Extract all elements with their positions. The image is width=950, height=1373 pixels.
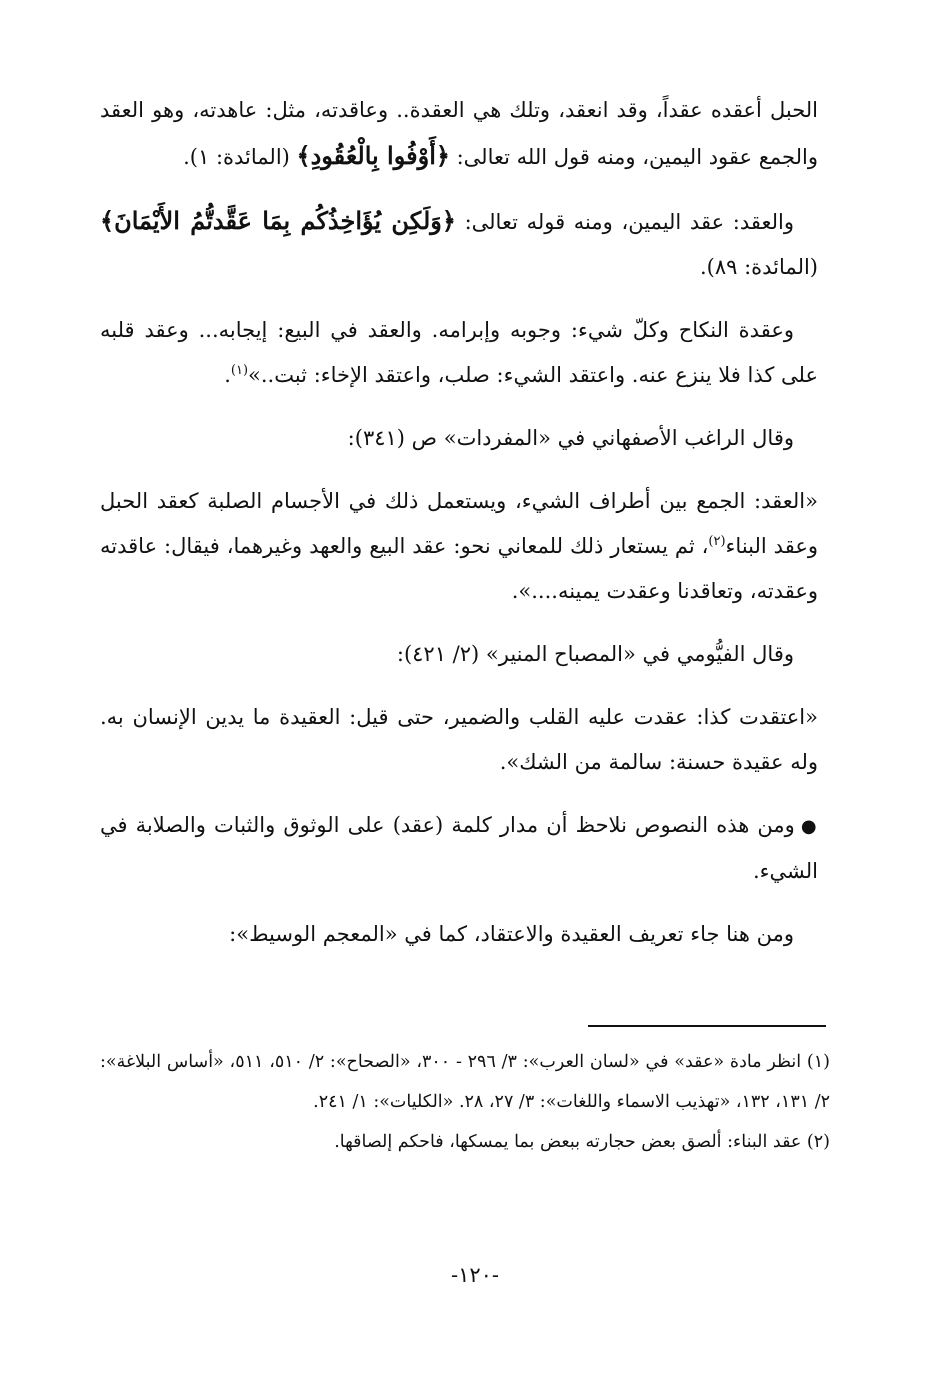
paragraph-2 <box>100 198 818 290</box>
paragraph-5-text: «العقد: الجمع بين أطراف الشيء، ويستعمل ذلك في الأجسام الصلبة كعقد الحبل وعقد البناء <box>100 489 818 558</box>
paragraph-6 <box>100 632 818 677</box>
quran-verse-2: ﴿وَلَكِن يُؤَاخِذُكُم بِمَا عَقَّدتُّمُ الأَيْمَانَ﴾ <box>100 206 456 235</box>
footnote-ref-1[interactable]: (١) <box>230 363 249 378</box>
paragraph-3-end: . <box>224 363 231 387</box>
paragraph-6-text: وقال الفيُّومي في «المصباح المنير» (٢/ ٤٢١): <box>396 642 794 666</box>
paragraph-3-text: وعقدة النكاح وكلّ شيء: وجوبه وإبرامه. والعقد في البيع: إيجابه... وعقد قلبه على كذا فلا ينزع عنه. واعتقد الشيء: صلب، واعتقد الإخاء: ثبت..» <box>100 318 818 387</box>
paragraph-8-text: ومن هذه النصوص نلاحظ أن مدار كلمة (عقد) على الوثوق والثبات والصلابة في الشيء. <box>100 813 818 883</box>
paragraph-1 <box>100 88 818 180</box>
bullet-icon: ● <box>800 816 818 837</box>
footnote-1: (١) انظر مادة «عقد» في «لسان العرب»: ٣/ ٢٩٦ - ٣٠٠، «الصحاح»: ٢/ ٥١٠، ٥١١، «أساس البلاغة»: ٢/ ١٣١، ١٣٢، «تهذيب الاسماء واللغات»: ٣/ ٢٧، ٢٨. «الكليات»: ١/ ٢٤١. <box>100 1052 830 1112</box>
verse-1-reference: (المائدة: ١). <box>183 145 297 169</box>
quran-verse-1: ﴿أَوْفُوا بِالْعُقُودِ﴾ <box>296 141 450 170</box>
footnote-2: (٢) عقد البناء: ألصق بعض حجارته ببعض بما يمسكها، فاحكم إلصاقها. <box>334 1132 830 1152</box>
paragraph-7 <box>100 695 818 785</box>
main-text <box>100 88 818 975</box>
paragraph-7-text: «اعتقدت كذا: عقدت عليه القلب والضمير، حتى قيل: العقيدة ما يدين الإنسان به. وله عقيدة حسنة: سالمة من الشك». <box>100 705 818 774</box>
paragraph-5 <box>100 479 818 614</box>
page-number: -١٢٠- <box>450 1263 500 1287</box>
footnotes <box>100 1042 830 1162</box>
paragraph-2-text: والعقد: عقد اليمين، ومنه قوله تعالى: <box>455 210 794 234</box>
paragraph-9-text: ومن هنا جاء تعريف العقيدة والاعتقاد، كما في «المعجم الوسيط»: <box>229 922 794 946</box>
paragraph-3 <box>100 308 818 398</box>
footnote-separator <box>588 1025 826 1027</box>
paragraph-8 <box>100 803 818 894</box>
paragraph-4 <box>100 416 818 461</box>
paragraph-1-text: الحبل أعقده عقداً، وقد انعقد، وتلك هي العقدة.. وعاقدته، مثل: عاهدته، وهو العقد والجمع عقود اليمين، ومنه قول الله تعالى: <box>100 98 818 169</box>
paragraph-4-text: وقال الراغب الأصفهاني في «المفردات» ص (٣٤١): <box>347 426 794 450</box>
paragraph-5-rest: ، ثم يستعار ذلك للمعاني نحو: عقد البيع والعهد وغيرهما، فيقال: عاقدته وعقدته، وتعاقدنا وعقدت يمينه....». <box>100 534 818 603</box>
footnote-ref-2[interactable]: (٢) <box>708 534 726 549</box>
paragraph-9 <box>100 912 818 957</box>
verse-2-reference: (المائدة: ٨٩). <box>699 255 818 279</box>
